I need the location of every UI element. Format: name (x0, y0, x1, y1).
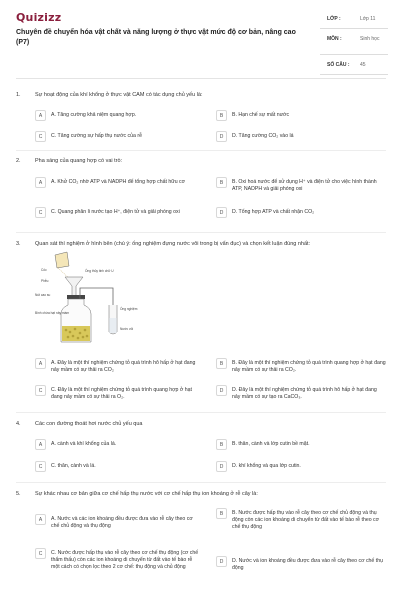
option-letter: A (35, 439, 46, 450)
class-label: LỚP : (327, 16, 341, 22)
option-letter: A (35, 358, 46, 369)
bottle-icon (61, 299, 91, 342)
option-letter: D (216, 131, 227, 142)
subject-value: Sinh học (360, 36, 380, 42)
question-divider (16, 412, 386, 413)
option-text: C. Quang phân li nước tạo H⁺, điện tử và giải phóng oxi (51, 209, 180, 215)
question-number: 4. (16, 421, 21, 427)
option-letter: D (216, 207, 227, 218)
figure-label-stopper: Nút cao su (35, 293, 51, 297)
option-letter: C (35, 385, 46, 396)
stopper-icon (67, 295, 85, 299)
option-letter: A (35, 110, 46, 121)
option-letter: A (35, 514, 46, 525)
option-text: D. khí khổng và qua lớp cutin. (232, 463, 301, 469)
question-text: Pha sáng của quang hợp có vai trò: (35, 158, 123, 164)
option-text: A. Đây là một thí nghiệm chứng tỏ quá trình hô hấp ở hạt đang nảy mầm có sự thải ra CO₂ (51, 360, 196, 374)
question-text: Sự hoạt động của khí khổng ở thực vật CAM có tác dụng chủ yếu là: (35, 92, 203, 98)
option-letter: D (216, 461, 227, 472)
option-text: B. thân, cành và lớp cutin bề mặt. (232, 441, 310, 447)
worksheet-meta (320, 13, 388, 79)
option-letter: D (216, 385, 227, 396)
figure-label-test-tube: Ống nghiệm (120, 307, 138, 311)
option-text: D. Đây là một thí nghiệm chứng tỏ quá trình hô hấp ở hạt đang nảy mầm có sự tạo ra CaCO₃. (232, 387, 377, 401)
experiment-figure (35, 250, 145, 345)
option-text: A. Nước và các ion khoáng đều được đưa vào rễ cây theo cơ chế chủ động và thụ động (51, 516, 193, 530)
header-divider (16, 78, 386, 79)
quizizz-logo: Quizizz (16, 11, 62, 24)
question-text: Quan sát thí nghiệm ở hình bên (chú ý: ống nghiệm đựng nước vôi trong bị vẩn đục) và chọn kết luận đúng nhất: (35, 241, 311, 247)
option-text: A. Tăng cường khả niệm quang hợp. (51, 112, 137, 118)
question-number: 1. (16, 92, 21, 98)
figure-label-seeds: Bình chứa hạt nảy mầm (35, 311, 70, 315)
subject-row (320, 33, 388, 55)
option-letter: A (35, 177, 46, 188)
option-letter: B (216, 177, 227, 188)
figure-label-limewater: Nước vôi (120, 327, 134, 331)
question-divider (16, 232, 386, 233)
option-letter: C (35, 131, 46, 142)
question-number: 5. (16, 491, 21, 497)
option-text: B. Oxi hoá nước để sử dụng H⁺ và điện tử cho việc hình thành ATP, NADPH và giải phóng oxi (232, 179, 377, 193)
worksheet-header (0, 0, 400, 78)
question-number: 2. (16, 158, 21, 164)
question-divider (16, 482, 386, 483)
option-letter: B (216, 358, 227, 369)
count-row (320, 59, 388, 75)
class-value: Lớp 11 (360, 16, 376, 22)
option-text: B. Đây là một thí nghiệm chứng tỏ quá trình quang hợp ở hạt đang nảy mầm có sự thải ra CO₂. (232, 360, 386, 374)
count-value: 45 (360, 62, 366, 68)
count-label: SỐ CÂU : (327, 62, 350, 68)
option-text: D. Nước và ion khoáng đều được đưa vào rễ cây theo cơ chế thụ động (232, 558, 383, 572)
test-tube-icon (109, 305, 117, 334)
option-text: D. Tăng cường CO₂ vào lá (232, 133, 294, 139)
option-text: D. Tổng hợp ATP và chất nhận CO₂ (232, 209, 315, 215)
figure-label-cup: Cốc (41, 268, 47, 272)
question-text: Sự khác nhau cơ bản giữa cơ chế hấp thụ nước với cơ chế hấp thụ ion khoáng ở rễ cây là: (35, 491, 258, 497)
option-letter: B (216, 508, 227, 519)
class-row (320, 13, 388, 29)
option-letter: C (35, 461, 46, 472)
option-letter: D (216, 556, 227, 567)
option-letter: B (216, 439, 227, 450)
option-text: B. Hạn chế sự mất nước (232, 112, 290, 118)
option-text: C. Nước được hấp thụ vào rễ cây theo cơ chế thụ động (cơ chế thẩm thấu) còn các ion khoáng di chuyển từ đất vào tế bào rễ một cách có chọn lọc theo 2 cơ chế: thụ động và chủ động (51, 550, 199, 571)
option-letter: C (35, 207, 46, 218)
cup-icon (55, 252, 71, 280)
option-letter: C (35, 548, 46, 559)
option-text: C. Đây là một thí nghiệm chứng tỏ quá trình quang hợp ở hạt đang nảy mầm có sự thải ra O₂. (51, 387, 192, 401)
subject-label: MÔN : (327, 36, 342, 42)
figure-label-funnel: Phễu (41, 279, 49, 283)
question-number: 3. (16, 241, 21, 247)
worksheet-title: Chuyên đề chuyển hóa vật chất và năng lượng ở thực vật mức độ cơ bản, nâng cao (P7) (16, 29, 296, 46)
figure-label-tube: Ống thủy tinh chữ U (85, 269, 114, 273)
question-text: Các con đường thoát hơi nước chủ yếu qua (35, 421, 143, 427)
option-text: C. Tăng cường sự hấp thụ nước của rễ (51, 133, 142, 139)
option-text: A. cành và khí khổng của lá. (51, 441, 117, 447)
option-letter: B (216, 110, 227, 121)
option-text: C. thân, cành và lá. (51, 463, 96, 469)
option-text: B. Nước được hấp thụ vào rễ cây theo cơ chế chủ động và thụ động còn các ion khoáng di chuyển từ đất vào tế bào rễ theo cơ chế thụ động (232, 510, 380, 531)
question-divider (16, 150, 386, 151)
option-text: A. Khử CO₂ nhờ ATP và NADPH để tổng hợp chất hữu cơ (51, 179, 186, 185)
